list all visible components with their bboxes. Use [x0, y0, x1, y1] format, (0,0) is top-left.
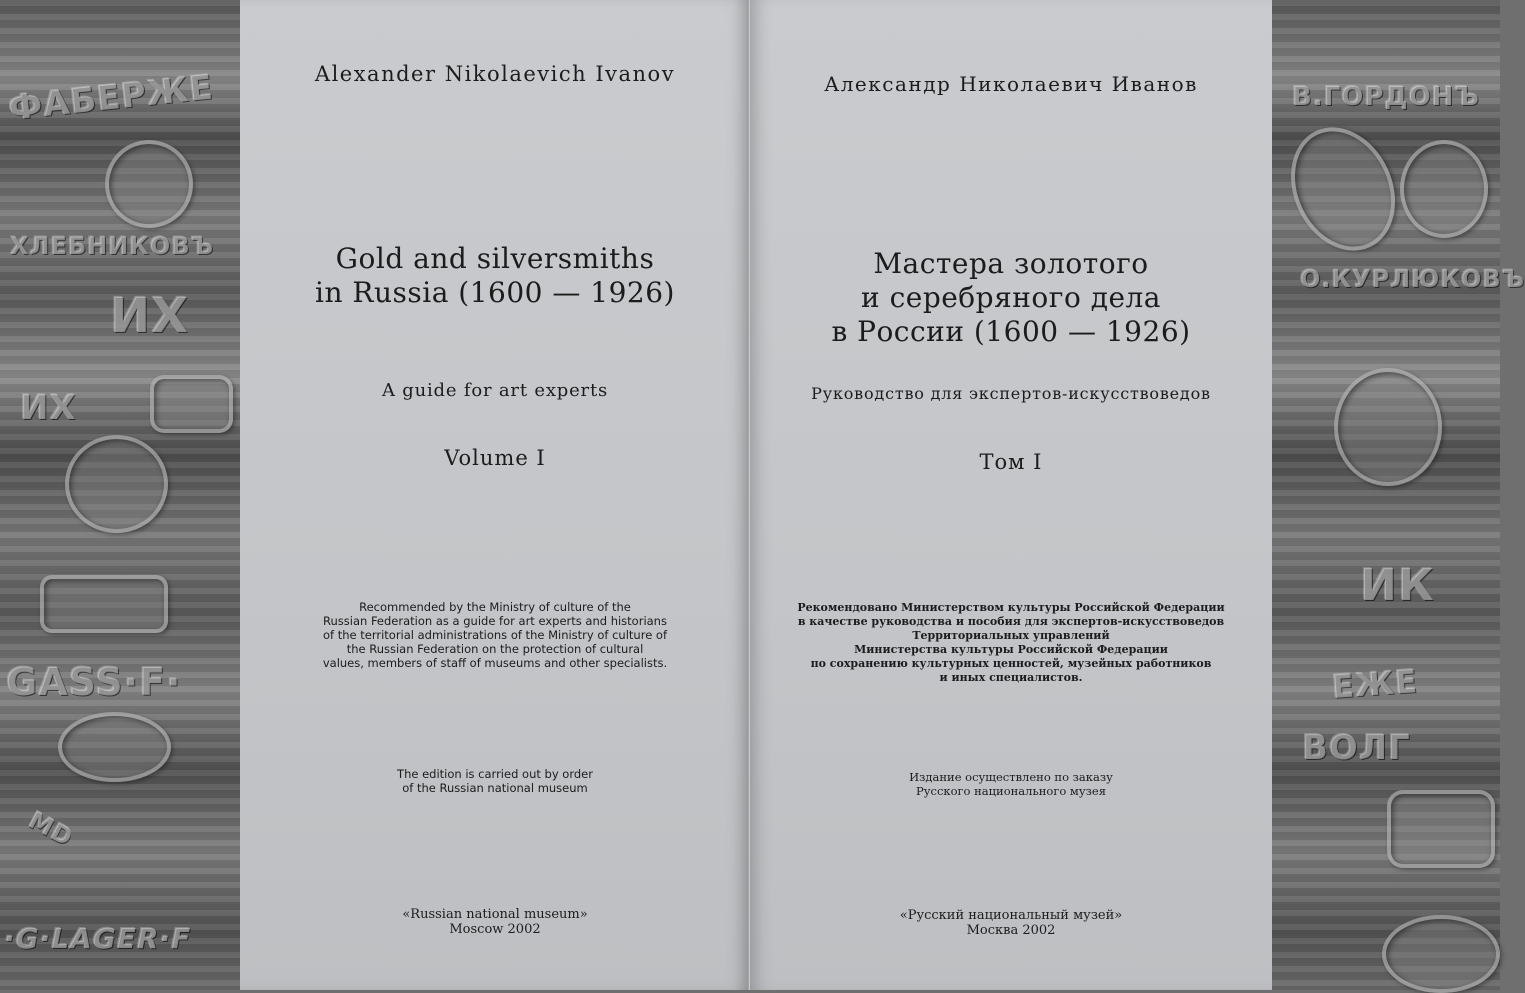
hallmark-oval: [1387, 790, 1495, 868]
author-name: Alexander Nikolaevich Ivanov: [314, 62, 676, 86]
hallmark-oval: [40, 575, 168, 633]
hallmark-photo-strip-left: [0, 0, 240, 990]
hallmark-stamp: MD: [24, 805, 78, 853]
title-line: Gold and silversmiths: [335, 242, 655, 275]
hallmark-stamp: В.ГОРДОНЪ: [1292, 82, 1480, 112]
book-title: [240, 242, 750, 310]
publisher-line: Moscow 2002: [449, 922, 541, 937]
edition-note: [240, 767, 750, 795]
hallmark-oval: [1334, 368, 1442, 486]
hallmark-stamp: О.КУРЛЮКОВЪ: [1300, 265, 1525, 293]
edition-line: Издание осуществлено по заказу: [909, 770, 1113, 784]
right-page-russian: [750, 0, 1272, 990]
hallmark-oval: [1400, 140, 1488, 238]
publisher-imprint: [750, 908, 1272, 938]
publisher-line: «Russian national museum»: [402, 907, 588, 922]
publisher-line: «Русский национальный музей»: [899, 908, 1123, 923]
author-name: Александр Николаевич Иванов: [824, 72, 1198, 96]
title-line: и серебряного дела: [861, 281, 1161, 314]
note-line: и иных специалистов.: [939, 671, 1083, 684]
title-line: в России (1600 — 1926): [831, 315, 1191, 348]
edition-line: Русского национального музея: [916, 784, 1106, 798]
hallmark-stamp: ВОЛГ: [1302, 728, 1411, 768]
edition-note: [750, 770, 1272, 798]
edition-line: of the Russian national museum: [402, 781, 588, 795]
book-title: [750, 247, 1272, 349]
note-line: в качестве руководства и пособия для экспертов-искусствоведов: [797, 615, 1225, 628]
recommendation-note: [240, 600, 750, 670]
note-line: the Russian Federation on the protection of cultural: [346, 642, 644, 656]
hallmark-stamp: ЕЖЕ: [1330, 662, 1420, 706]
hallmark-oval: [1272, 110, 1415, 267]
hallmark-stamp: ·G·LAGER·F: [4, 922, 192, 955]
hallmark-oval: [105, 140, 193, 228]
publisher-line: Москва 2002: [966, 923, 1056, 938]
note-line: values, members of staff of museums and other specialists.: [322, 656, 668, 670]
left-page-english: [240, 0, 750, 990]
volume-label: Volume I: [444, 446, 546, 470]
book-subtitle: A guide for art experts: [381, 380, 609, 401]
note-line: по сохранению культурных ценностей, музейных работников: [810, 657, 1212, 670]
note-line: Рекомендовано Министерством культуры Российской Федерации: [797, 601, 1225, 614]
hallmark-stamp: ИХ: [20, 388, 77, 428]
volume-label: Том I: [979, 450, 1043, 474]
hallmark-oval: [65, 435, 168, 533]
note-line: Russian Federation as a guide for art experts and historians: [323, 614, 667, 628]
publisher-imprint: [240, 907, 750, 937]
title-line: Мастера золотого: [873, 247, 1149, 280]
hallmark-photo-strip-right: [1272, 0, 1525, 990]
hallmark-stamp: ИК: [1360, 560, 1435, 611]
note-line: Recommended by the Ministry of culture of the: [359, 600, 631, 614]
hallmark-oval: [1382, 915, 1500, 993]
note-line: of the territorial administrations of the Ministry of culture of: [322, 628, 668, 642]
note-line: Министерства культуры Российской Федерации: [854, 643, 1168, 656]
edition-line: The edition is carried out by order: [397, 767, 593, 781]
hallmark-stamp: GASS·F·: [6, 660, 182, 704]
title-line: in Russia (1600 — 1926): [315, 276, 675, 309]
book-subtitle: Руководство для экспертов-искусствоведов: [811, 384, 1211, 403]
recommendation-note: [750, 601, 1272, 685]
note-line: Территориальных управлений: [912, 629, 1110, 642]
hallmark-oval: [58, 712, 171, 782]
hallmark-stamp: ХЛЕБНИКОВЪ: [10, 232, 215, 260]
hallmark-stamp: ФАБЕРЖЕ: [6, 67, 216, 129]
hallmark-stamp: ИХ: [110, 288, 190, 344]
hallmark-oval: [150, 375, 233, 433]
